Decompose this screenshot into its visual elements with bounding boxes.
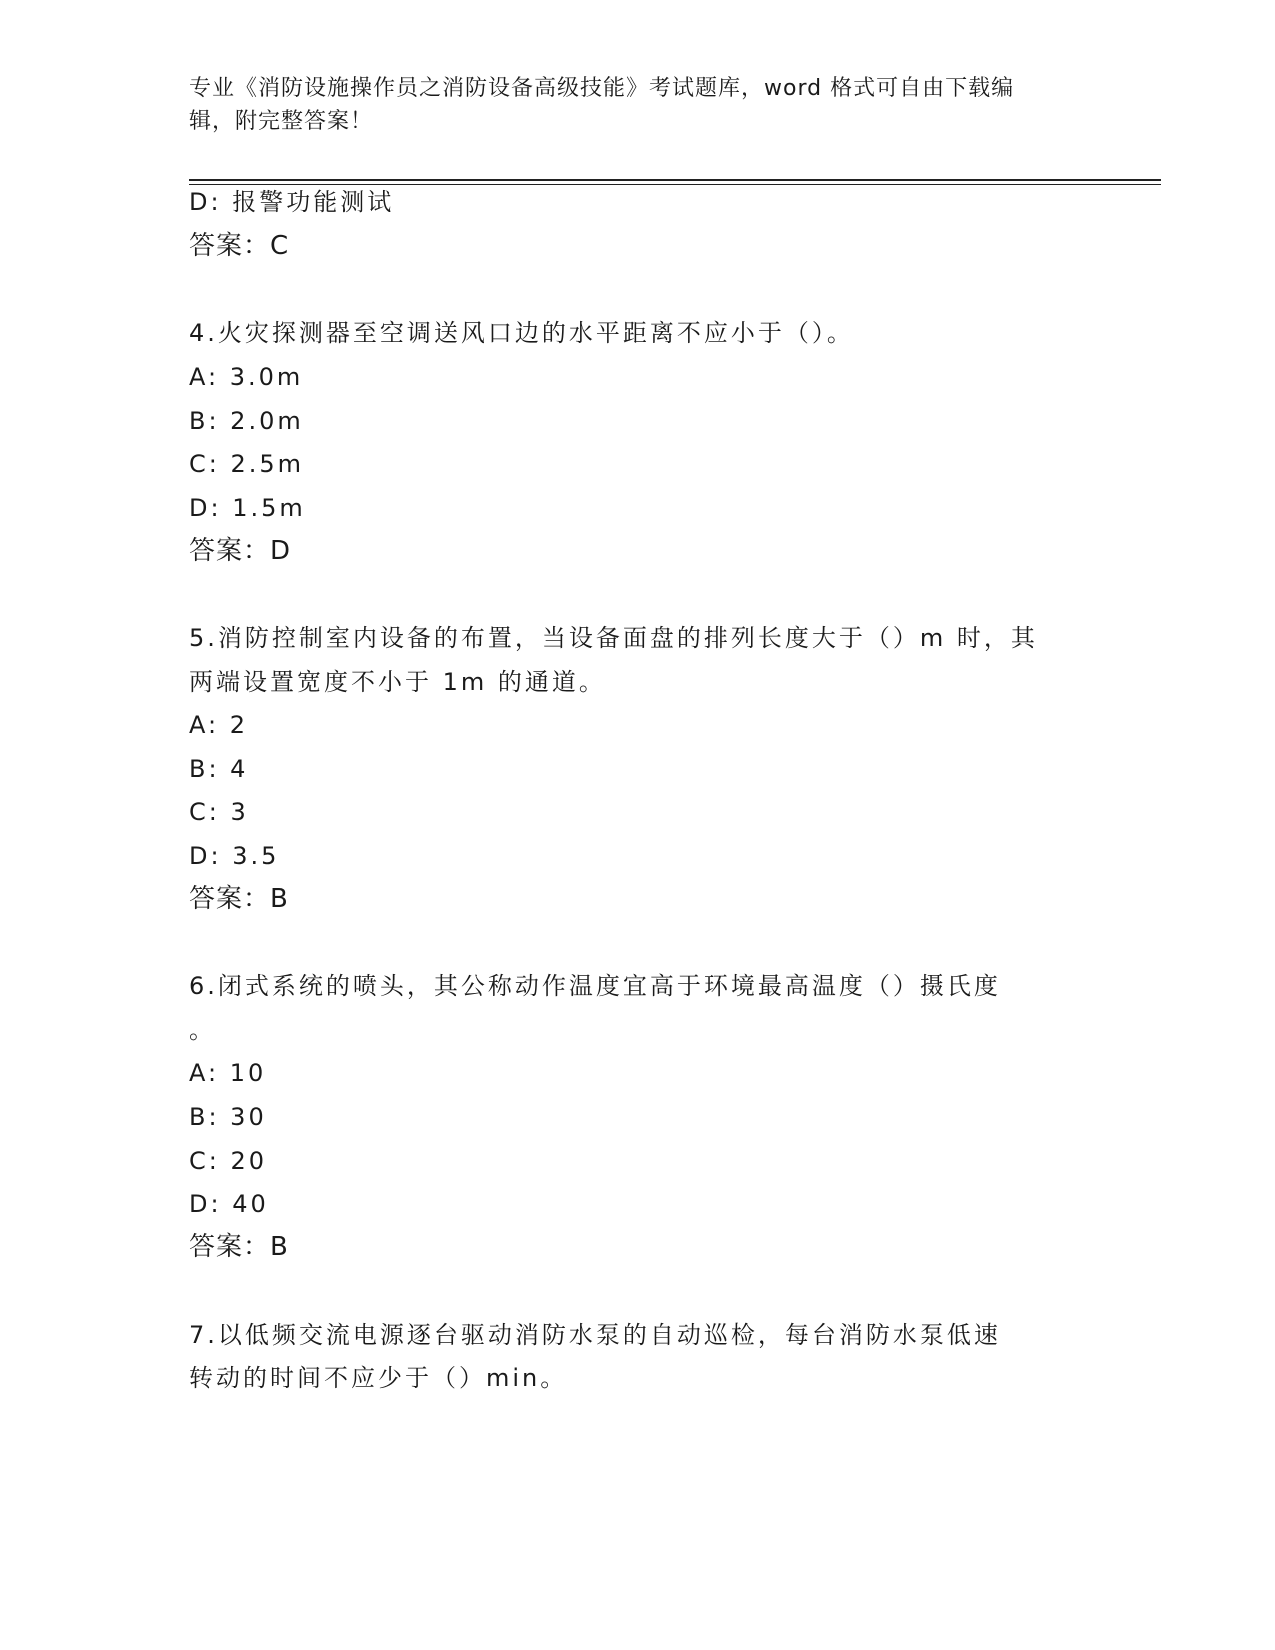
header-line-1: 专业《消防设施操作员之消防设备高级技能》考试题库，word 格式可自由下载编 (189, 76, 1015, 101)
q5-stem-line-1: 5.消防控制室内设备的布置，当设备面盘的排列长度大于（）m 时，其 (189, 624, 1038, 652)
q4-option-a: A: 3.0m (189, 363, 304, 391)
q7-stem-line-2: 转动的时间不应少于（）min。 (189, 1364, 568, 1392)
q4-answer: 答案：D (189, 536, 292, 566)
q3-answer: 答案：C (189, 231, 290, 261)
q6-answer: 答案：B (189, 1232, 289, 1262)
q4-stem: 4.火灾探测器至空调送风口边的水平距离不应小于（）。 (189, 319, 854, 347)
q6-option-b: B: 30 (189, 1103, 267, 1131)
q6-option-a: A: 10 (189, 1059, 267, 1087)
q6-option-d: D: 40 (189, 1190, 269, 1218)
q5-stem-line-2: 两端设置宽度不小于 1m 的通道。 (189, 668, 606, 696)
q5-option-c: C: 3 (189, 798, 249, 826)
q3-option-d: D: 报警功能测试 (189, 188, 395, 216)
q5-option-a: A: 2 (189, 711, 248, 739)
q7-stem-line-1: 7.以低频交流电源逐台驱动消防水泵的自动巡检，每台消防水泵低速 (189, 1321, 1001, 1349)
header-divider (189, 179, 1161, 185)
q6-stem-line-1: 6.闭式系统的喷头，其公称动作温度宜高于环境最高温度（）摄氏度 (189, 972, 1001, 1000)
q4-option-c: C: 2.5m (189, 450, 305, 478)
q6-stem-line-2: 。 (189, 1016, 216, 1044)
q6-option-c: C: 20 (189, 1147, 268, 1175)
page-header (189, 72, 1089, 138)
q5-option-b: B: 4 (189, 755, 249, 783)
q4-option-b: B: 2.0m (189, 407, 304, 435)
q4-option-d: D: 1.5m (189, 494, 306, 522)
q5-answer: 答案：B (189, 884, 289, 914)
header-line-2: 辑，附完整答案！ (189, 109, 374, 134)
q5-option-d: D: 3.5 (189, 842, 280, 870)
